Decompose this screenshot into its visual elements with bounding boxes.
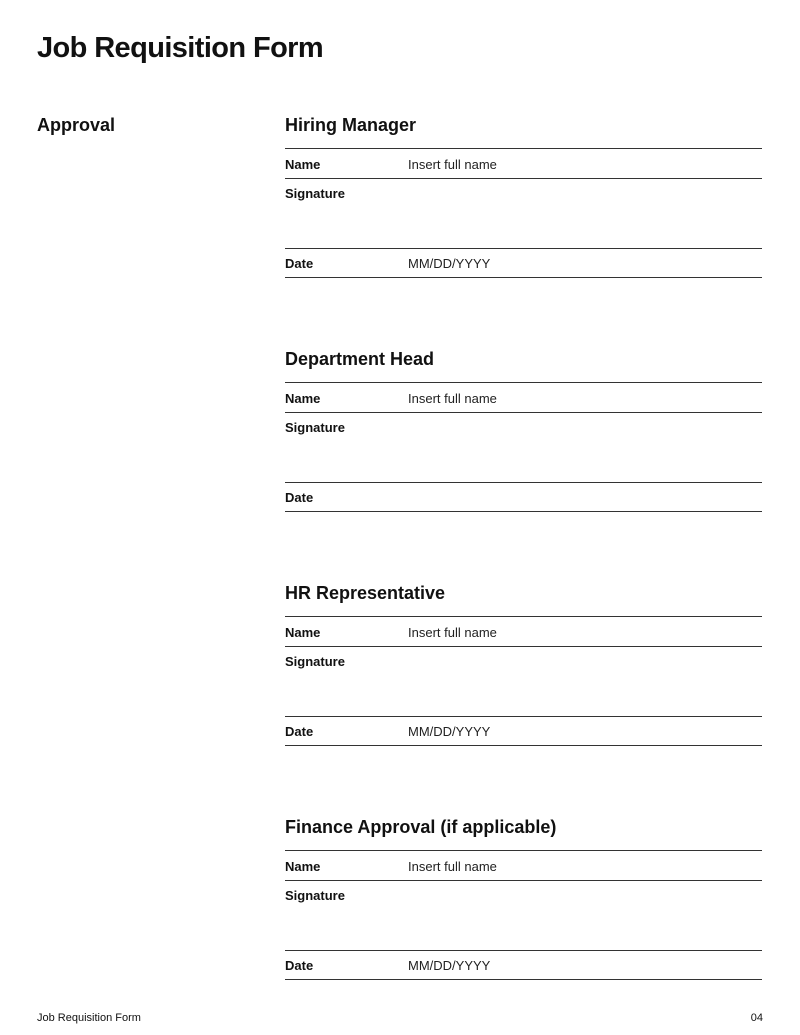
footer-document-title: Job Requisition Form [37,1012,141,1024]
date-label: Date [285,724,314,739]
date-label: Date [285,256,314,271]
name-field[interactable]: Insert full name [408,859,497,874]
divider-line [285,745,762,746]
approval-block-title: Finance Approval (if applicable) [285,817,557,837]
signature-label: Signature [285,420,345,435]
date-field[interactable]: MM/DD/YYYY [408,958,491,973]
signature-line[interactable] [285,482,762,483]
date-field[interactable]: MM/DD/YYYY [408,724,491,739]
divider-line [285,646,762,647]
signature-label: Signature [285,654,345,669]
name-field[interactable]: Insert full name [408,391,497,406]
divider-line [285,979,762,980]
signature-line[interactable] [285,248,762,249]
section-label-approval: Approval [37,115,116,135]
name-field[interactable]: Insert full name [408,625,497,640]
date-label: Date [285,490,314,505]
date-label: Date [285,958,314,973]
signature-label: Signature [285,186,345,201]
divider-line [285,511,762,512]
signature-line[interactable] [285,716,762,717]
name-label: Name [285,625,321,640]
signature-label: Signature [285,888,345,903]
divider-line [285,616,762,617]
divider-line [285,148,762,149]
divider-line [285,382,762,383]
divider-line [285,412,762,413]
name-label: Name [285,859,321,874]
signature-line[interactable] [285,950,762,951]
divider-line [285,850,762,851]
divider-line [285,277,762,278]
approval-block-title: Hiring Manager [285,115,417,135]
approval-block-title: HR Representative [285,583,446,603]
page-number: 04 [750,1012,763,1024]
page-title: Job Requisition Form [37,32,324,64]
name-label: Name [285,157,321,172]
divider-line [285,178,762,179]
divider-line [285,880,762,881]
approval-block-title: Department Head [285,349,435,369]
name-label: Name [285,391,321,406]
name-field[interactable]: Insert full name [408,157,497,172]
date-field[interactable]: MM/DD/YYYY [408,256,491,271]
